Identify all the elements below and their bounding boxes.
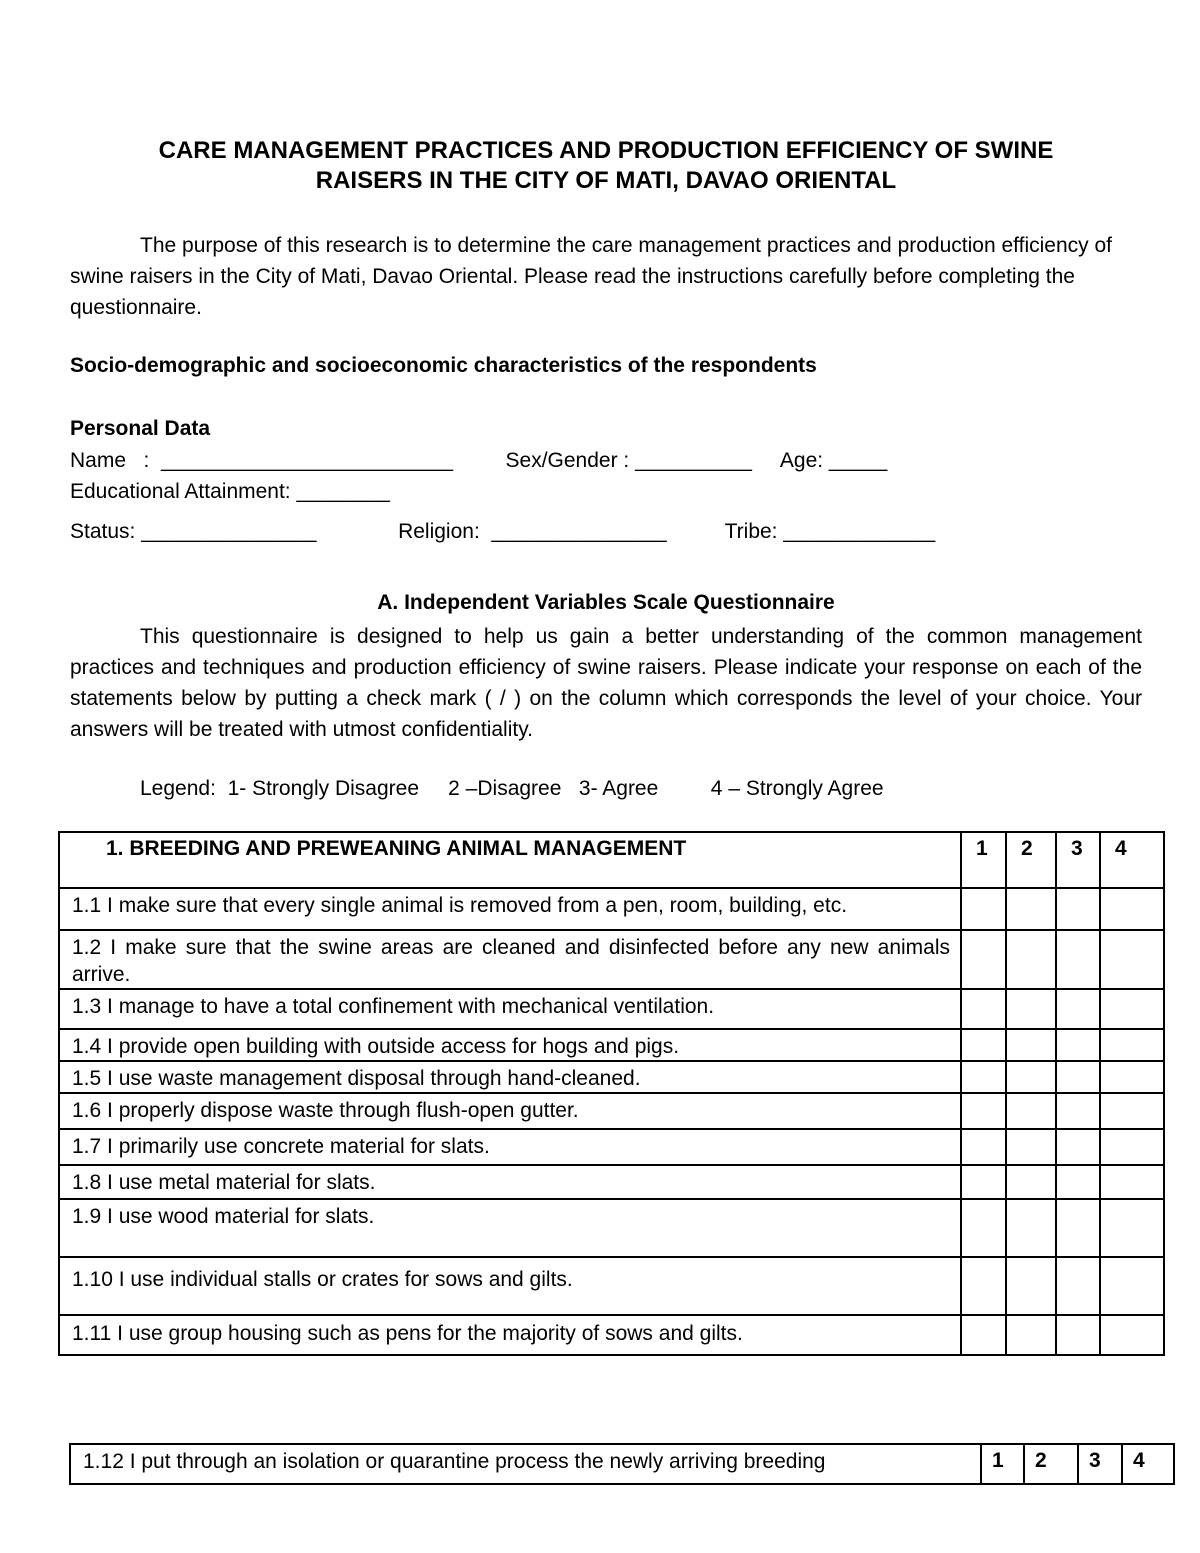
scale-header-2: 2 bbox=[1024, 1444, 1078, 1484]
personal-data-line-1[interactable]: Name : _________________________ Sex/Gender : __________ Age: _____ bbox=[70, 449, 888, 472]
statement-1-5: 1.5 I use waste management disposal through hand-cleaned. bbox=[59, 1061, 961, 1093]
check-cell-1[interactable] bbox=[961, 1129, 1006, 1165]
intro-text: The purpose of this research is to determine the care management practices and production efficiency of swine raisers in the City of Mati, Davao Oriental. Please read the instructions carefully before completing the questionnaire. bbox=[70, 234, 1112, 319]
check-cell-3[interactable] bbox=[1056, 989, 1100, 1029]
check-cell-3[interactable] bbox=[1056, 1315, 1100, 1355]
personal-data-line-3[interactable]: Status: _______________ Religion: _______________ Tribe: _____________ bbox=[70, 520, 936, 543]
statement-1-11: 1.11 I use group housing such as pens for the majority of sows and gilts. bbox=[59, 1315, 961, 1355]
scale-header-3: 3 bbox=[1078, 1444, 1122, 1484]
quarantine-table bbox=[69, 1443, 1175, 1485]
title-line-1: CARE MANAGEMENT PRACTICES AND PRODUCTION EFFICIENCY OF SWINE bbox=[158, 137, 1054, 164]
check-cell-2[interactable] bbox=[1006, 989, 1056, 1029]
check-cell-2[interactable] bbox=[1006, 1093, 1056, 1129]
socio-demographic-heading: Socio-demographic and socioeconomic characteristics of the respondents bbox=[70, 354, 817, 377]
statement-1-2: 1.2 I make sure that the swine areas are cleaned and disinfected before any new animals arrive. bbox=[59, 930, 961, 989]
statement-1-1: 1.1 I make sure that every single animal is removed from a pen, room, building, etc. bbox=[59, 888, 961, 930]
table-row bbox=[59, 1029, 1164, 1061]
check-cell-4[interactable] bbox=[1100, 1257, 1164, 1315]
section-a-heading: A. Independent Variables Scale Questionnaire bbox=[377, 591, 835, 614]
check-cell-4[interactable] bbox=[1100, 1061, 1164, 1093]
scale-header-4: 4 bbox=[1100, 832, 1164, 888]
table-row bbox=[59, 888, 1164, 930]
check-cell-4[interactable] bbox=[1100, 989, 1164, 1029]
check-cell-2[interactable] bbox=[1006, 1029, 1056, 1061]
statement-1-4: 1.4 I provide open building with outside access for hogs and pigs. bbox=[59, 1029, 961, 1061]
title-line-2: RAISERS IN THE CITY OF MATI, DAVAO ORIENTAL bbox=[315, 167, 897, 194]
table-row bbox=[70, 1444, 1174, 1484]
check-cell-3[interactable] bbox=[1056, 930, 1100, 989]
check-cell-4[interactable] bbox=[1100, 1165, 1164, 1199]
check-cell-3[interactable] bbox=[1056, 1129, 1100, 1165]
check-cell-1[interactable] bbox=[961, 989, 1006, 1029]
section-a-text: This questionnaire is designed to help us gain a better understanding of the common management practices and techniques and production efficiency of swine raisers. Please indicate your response on each of the statements below by putting a check mark ( / ) on the column which corresponds the level of your choice. Your answers will be treated with utmost confidentiality. bbox=[70, 625, 1142, 741]
check-cell-4[interactable] bbox=[1100, 1199, 1164, 1257]
scale-header-1: 1 bbox=[961, 832, 1006, 888]
table-header-row bbox=[59, 832, 1164, 888]
section-a-paragraph bbox=[70, 621, 1142, 745]
check-cell-3[interactable] bbox=[1056, 1199, 1100, 1257]
legend: Legend: 1- Strongly Disagree 2 –Disagree 3- Agree 4 – Strongly Agree bbox=[140, 777, 884, 800]
check-cell-2[interactable] bbox=[1006, 1061, 1056, 1093]
table-row bbox=[59, 1315, 1164, 1355]
table-header-label: 1. BREEDING AND PREWEANING ANIMAL MANAGEMENT bbox=[59, 832, 961, 888]
table-row bbox=[59, 1061, 1164, 1093]
check-cell-1[interactable] bbox=[961, 1061, 1006, 1093]
table-row bbox=[59, 1257, 1164, 1315]
check-cell-3[interactable] bbox=[1056, 1093, 1100, 1129]
statement-1-9: 1.9 I use wood material for slats. bbox=[59, 1199, 961, 1257]
check-cell-3[interactable] bbox=[1056, 1029, 1100, 1061]
document-title bbox=[60, 136, 1152, 196]
table-row bbox=[59, 930, 1164, 989]
statement-1-8: 1.8 I use metal material for slats. bbox=[59, 1165, 961, 1199]
check-cell-3[interactable] bbox=[1056, 1165, 1100, 1199]
statement-1-12: 1.12 I put through an isolation or quarantine process the newly arriving breeding bbox=[70, 1444, 981, 1484]
breeding-management-table bbox=[58, 831, 1165, 1356]
check-cell-1[interactable] bbox=[961, 1315, 1006, 1355]
intro-paragraph bbox=[70, 230, 1142, 323]
check-cell-3[interactable] bbox=[1056, 1257, 1100, 1315]
check-cell-1[interactable] bbox=[961, 930, 1006, 989]
check-cell-1[interactable] bbox=[961, 1093, 1006, 1129]
check-cell-4[interactable] bbox=[1100, 888, 1164, 930]
check-cell-2[interactable] bbox=[1006, 1199, 1056, 1257]
check-cell-4[interactable] bbox=[1100, 1029, 1164, 1061]
check-cell-1[interactable] bbox=[961, 1199, 1006, 1257]
table-row bbox=[59, 1093, 1164, 1129]
check-cell-1[interactable] bbox=[961, 1029, 1006, 1061]
check-cell-3[interactable] bbox=[1056, 1061, 1100, 1093]
table-row bbox=[59, 1165, 1164, 1199]
scale-header-1: 1 bbox=[981, 1444, 1024, 1484]
scale-header-4: 4 bbox=[1122, 1444, 1174, 1484]
check-cell-4[interactable] bbox=[1100, 1129, 1164, 1165]
check-cell-2[interactable] bbox=[1006, 1315, 1056, 1355]
check-cell-4[interactable] bbox=[1100, 1093, 1164, 1129]
personal-data-heading: Personal Data bbox=[70, 417, 211, 440]
check-cell-2[interactable] bbox=[1006, 888, 1056, 930]
table-row bbox=[59, 989, 1164, 1029]
statement-1-10: 1.10 I use individual stalls or crates for sows and gilts. bbox=[59, 1257, 961, 1315]
check-cell-1[interactable] bbox=[961, 888, 1006, 930]
check-cell-1[interactable] bbox=[961, 1165, 1006, 1199]
check-cell-3[interactable] bbox=[1056, 888, 1100, 930]
table-row bbox=[59, 1129, 1164, 1165]
check-cell-2[interactable] bbox=[1006, 930, 1056, 989]
personal-data-line-2[interactable]: Educational Attainment: ________ bbox=[70, 480, 390, 503]
statement-1-3: 1.3 I manage to have a total confinement with mechanical ventilation. bbox=[59, 989, 961, 1029]
statement-1-7: 1.7 I primarily use concrete material for slats. bbox=[59, 1129, 961, 1165]
statement-1-6: 1.6 I properly dispose waste through flush-open gutter. bbox=[59, 1093, 961, 1129]
check-cell-4[interactable] bbox=[1100, 1315, 1164, 1355]
scale-header-2: 2 bbox=[1006, 832, 1056, 888]
table-row bbox=[59, 1199, 1164, 1257]
check-cell-4[interactable] bbox=[1100, 930, 1164, 989]
check-cell-2[interactable] bbox=[1006, 1257, 1056, 1315]
check-cell-2[interactable] bbox=[1006, 1165, 1056, 1199]
check-cell-2[interactable] bbox=[1006, 1129, 1056, 1165]
scale-header-3: 3 bbox=[1056, 832, 1100, 888]
check-cell-1[interactable] bbox=[961, 1257, 1006, 1315]
